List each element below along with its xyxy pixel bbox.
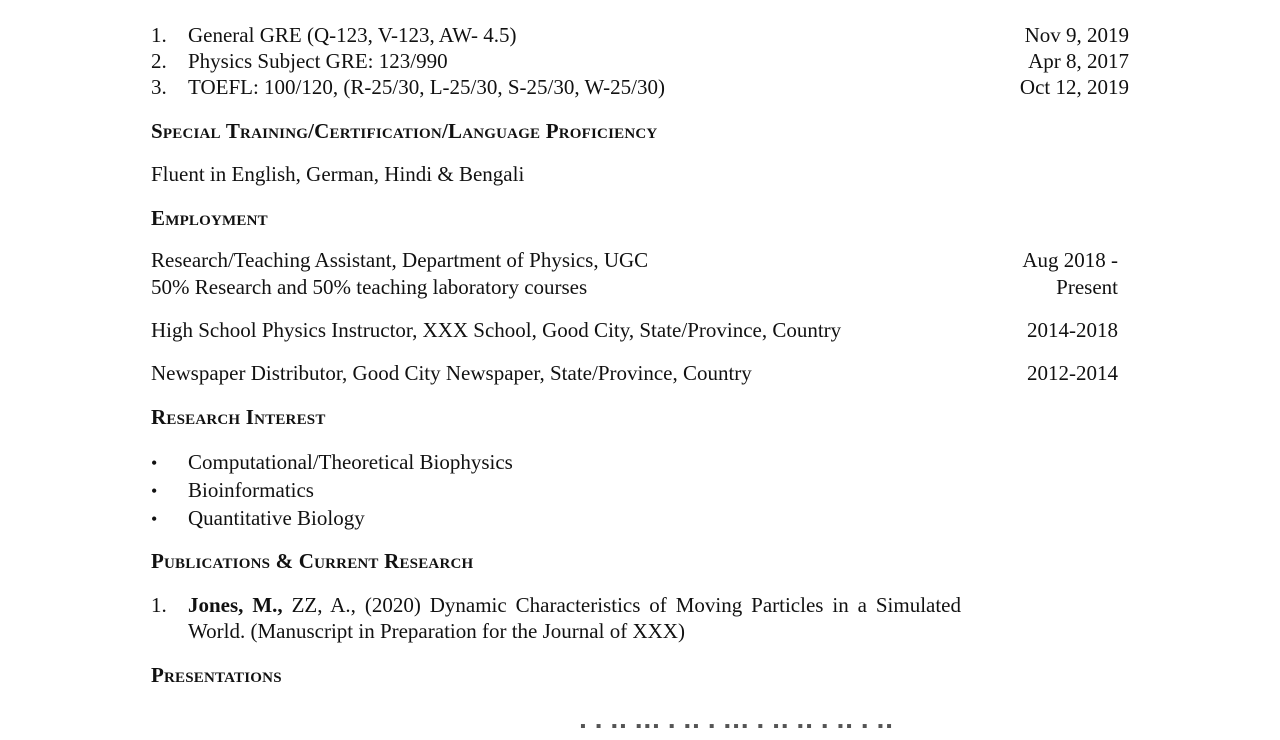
job-date: 2012-2014	[1027, 361, 1118, 385]
job-date-start: Aug 2018 -	[1022, 248, 1118, 272]
job-title: Research/Teaching Assistant, Department of Physics, UGC	[151, 248, 649, 272]
test-number: 1.	[151, 23, 167, 47]
publication-details: ZZ, A., (2020) Dynamic Characteristics of Moving Particles in a Simulated World. (Manuscript in Preparation for the Journal of XXX)	[188, 593, 962, 643]
test-date: Nov 9, 2019	[1024, 23, 1129, 47]
job-description: 50% Research and 50% teaching laboratory courses	[151, 275, 588, 299]
test-date: Oct 12, 2019	[1019, 75, 1129, 99]
bullet-icon: •	[151, 509, 158, 529]
list-item: Computational/Theoretical Biophysics	[188, 450, 513, 474]
test-number: 2.	[151, 49, 167, 73]
publication-number: 1.	[151, 593, 167, 617]
test-description: General GRE (Q-123, V-123, AW- 4.5)	[188, 23, 517, 47]
test-description: TOEFL: 100/120, (R-25/30, L-25/30, S-25/30, W-25/30)	[188, 75, 665, 99]
job-date-end: Present	[1056, 275, 1118, 299]
test-description: Physics Subject GRE: 123/990	[188, 49, 448, 73]
publication-citation	[188, 592, 961, 644]
special-training-heading: Special Training/Certification/Language Proficiency	[151, 119, 658, 143]
publication-author: Jones, M.,	[188, 593, 283, 617]
test-number: 3.	[151, 75, 167, 99]
publications-heading: Publications & Current Research	[151, 549, 474, 573]
bullet-icon: •	[151, 481, 158, 501]
list-item: Quantitative Biology	[188, 506, 365, 530]
clipped-text-line: ▪ ▪ ▪▪ ▪▪▪ ▪ ▪▪ ▪ ▪▪▪ ▪ ▪▪ ▪▪ ▪ ▪▪ ▪ ▪▪	[580, 718, 895, 735]
presentations-heading: Presentations	[151, 663, 282, 687]
employment-heading: Employment	[151, 206, 268, 230]
language-proficiency-text: Fluent in English, German, Hindi & Bengali	[151, 162, 525, 186]
test-date: Apr 8, 2017	[1028, 49, 1129, 73]
job-date: 2014-2018	[1027, 318, 1118, 342]
research-interest-heading: Research Interest	[151, 405, 326, 429]
job-title: Newspaper Distributor, Good City Newspaper, State/Province, Country	[151, 361, 752, 385]
job-title: High School Physics Instructor, XXX School, Good City, State/Province, Country	[151, 318, 842, 342]
list-item: Bioinformatics	[188, 478, 314, 502]
bullet-icon: •	[151, 453, 158, 473]
